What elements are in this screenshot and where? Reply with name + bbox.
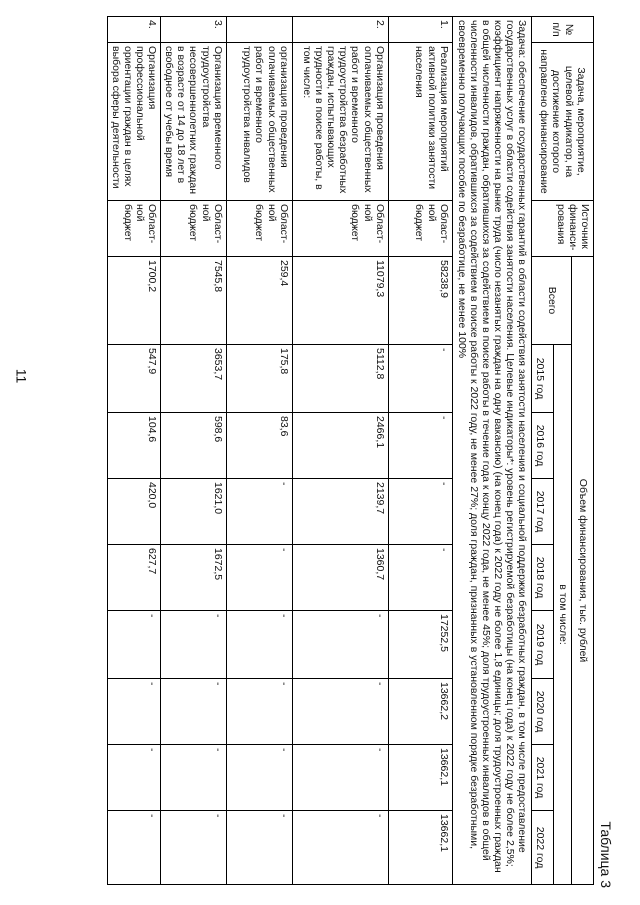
header-volume: Объем финансирования, тыс. рублей: [572, 257, 594, 885]
row-year-value: 104,6: [108, 413, 161, 479]
row-year-value: -: [388, 545, 452, 611]
row-year-value: -: [226, 745, 292, 811]
row-year-value: 420,0: [108, 479, 161, 545]
row-total: 11079,3: [292, 257, 388, 345]
rotated-page: [78, 16, 614, 896]
header-year-2017: 2017 год: [532, 479, 554, 545]
header-year-2020: 2020 год: [532, 679, 554, 745]
row-year-value: -: [161, 811, 226, 885]
row-total: 7545,8: [161, 257, 226, 345]
row-year-value: -: [388, 479, 452, 545]
row-name: Организация проведения оплачиваемых общественных работ и временного трудоустройства безработных граждан, испытывающих трудности в поиске работы, в том числе:: [292, 43, 388, 201]
row-year-value: -: [161, 611, 226, 679]
row-year-value: -: [388, 345, 452, 413]
header-source: Источник финанси-рования: [532, 201, 594, 257]
financing-table: [107, 16, 594, 885]
row-name: Реализация мероприятий активной политики занятости населения: [388, 43, 452, 201]
row-year-value: -: [226, 479, 292, 545]
row-source: Област-ной бюджет: [226, 201, 292, 257]
table-row: [226, 17, 292, 885]
row-year-value: -: [292, 745, 388, 811]
header-year-2018: 2018 год: [532, 545, 554, 611]
header-incl: в том числе:: [554, 345, 572, 885]
row-year-value: 13662,1: [388, 745, 452, 811]
row-year-value: 547,9: [108, 345, 161, 413]
row-year-value: 5112,8: [292, 345, 388, 413]
row-year-value: -: [108, 811, 161, 885]
header-year-2022: 2022 год: [532, 811, 554, 885]
row-year-value: -: [161, 745, 226, 811]
table-row: [161, 17, 226, 885]
header-year-2016: 2016 год: [532, 413, 554, 479]
header-year-2019: 2019 год: [532, 611, 554, 679]
row-year-value: -: [226, 611, 292, 679]
row-year-value: 598,6: [161, 413, 226, 479]
row-year-value: -: [292, 611, 388, 679]
header-year-2021: 2021 год: [532, 745, 554, 811]
row-year-value: 2466,1: [292, 413, 388, 479]
header-task: Задача, мероприятие, целевой индикатор, на достижение которого направлено финансирование: [532, 43, 594, 201]
row-year-value: -: [108, 611, 161, 679]
header-year-2015: 2015 год: [532, 345, 554, 413]
row-year-value: 83,6: [226, 413, 292, 479]
row-name: организация проведения оплачиваемых общественных работ и временного трудоустройства инвалидов: [226, 43, 292, 201]
row-year-value: 17252,5: [388, 611, 452, 679]
row-year-value: 627,7: [108, 545, 161, 611]
row-year-value: -: [292, 679, 388, 745]
header-total: Всего: [532, 257, 572, 345]
row-year-value: 13662,1: [388, 811, 452, 885]
row-year-value: 13662,2: [388, 679, 452, 745]
row-total: 259,4: [226, 257, 292, 345]
row-total: 58238,9: [388, 257, 452, 345]
row-number: 3.: [161, 17, 226, 43]
table-label: Таблица 3: [598, 821, 614, 888]
task-description: Задача: обеспечение государственных гарантий в области содействия занятости населения и социальной поддержки безработных граждан, в том числе предоставление государственных услуг в области содействия занятости населения. Целевые индикаторы*: уровень регистрируемой безработицы (на конец года) к 2022 году не более 2,5%; коэффициент напряженности на рынке труда (число незанятых граждан на одну вакансию) (на конец года) к 2022 году не более 1,8 единицы; доля трудоустроенных граждан в общей численности граждан, обратившихся за содействием в поиске работы в течение года к концу 2022 года, не менее 45%; доля трудоустроенных инвалидов в общей численности инвалидов, обратившихся за содействием в поиске работы к 2022 году, не менее 27%; доля граждан, признанных в установленном порядке безработными, своевременно получающих пособие по безработице, не менее 100%: [452, 17, 531, 885]
row-source: Област-ной бюджет: [108, 201, 161, 257]
row-number: 1.: [388, 17, 452, 43]
row-year-value: -: [161, 679, 226, 745]
row-number: 2.: [292, 17, 388, 43]
row-year-value: -: [108, 679, 161, 745]
table-row: [388, 17, 452, 885]
row-year-value: -: [108, 745, 161, 811]
row-year-value: 1621,0: [161, 479, 226, 545]
row-year-value: 1360,7: [292, 545, 388, 611]
row-year-value: -: [388, 413, 452, 479]
row-year-value: -: [226, 811, 292, 885]
page-number: 11: [13, 368, 30, 384]
row-year-value: -: [226, 679, 292, 745]
row-year-value: 1672,5: [161, 545, 226, 611]
table-row: [292, 17, 388, 885]
row-year-value: 3653,7: [161, 345, 226, 413]
row-year-value: 2139,7: [292, 479, 388, 545]
row-source: Област-ной бюджет: [388, 201, 452, 257]
row-number: [226, 17, 292, 43]
row-source: Област-ной бюджет: [161, 201, 226, 257]
row-number: 4.: [108, 17, 161, 43]
row-year-value: -: [226, 545, 292, 611]
row-source: Област-ной бюджет: [292, 201, 388, 257]
row-year-value: 175,8: [226, 345, 292, 413]
table-row: [108, 17, 161, 885]
header-no: № п/п: [532, 17, 594, 43]
row-total: 1700,2: [108, 257, 161, 345]
row-name: Организация профессиональной ориентации граждан в целях выбора сферы деятельности: [108, 43, 161, 201]
row-year-value: -: [292, 811, 388, 885]
row-name: Организация временного трудоустройства несовершеннолетних граждан в возрасте от 14 до 18 лет в свободное от учебы время: [161, 43, 226, 201]
